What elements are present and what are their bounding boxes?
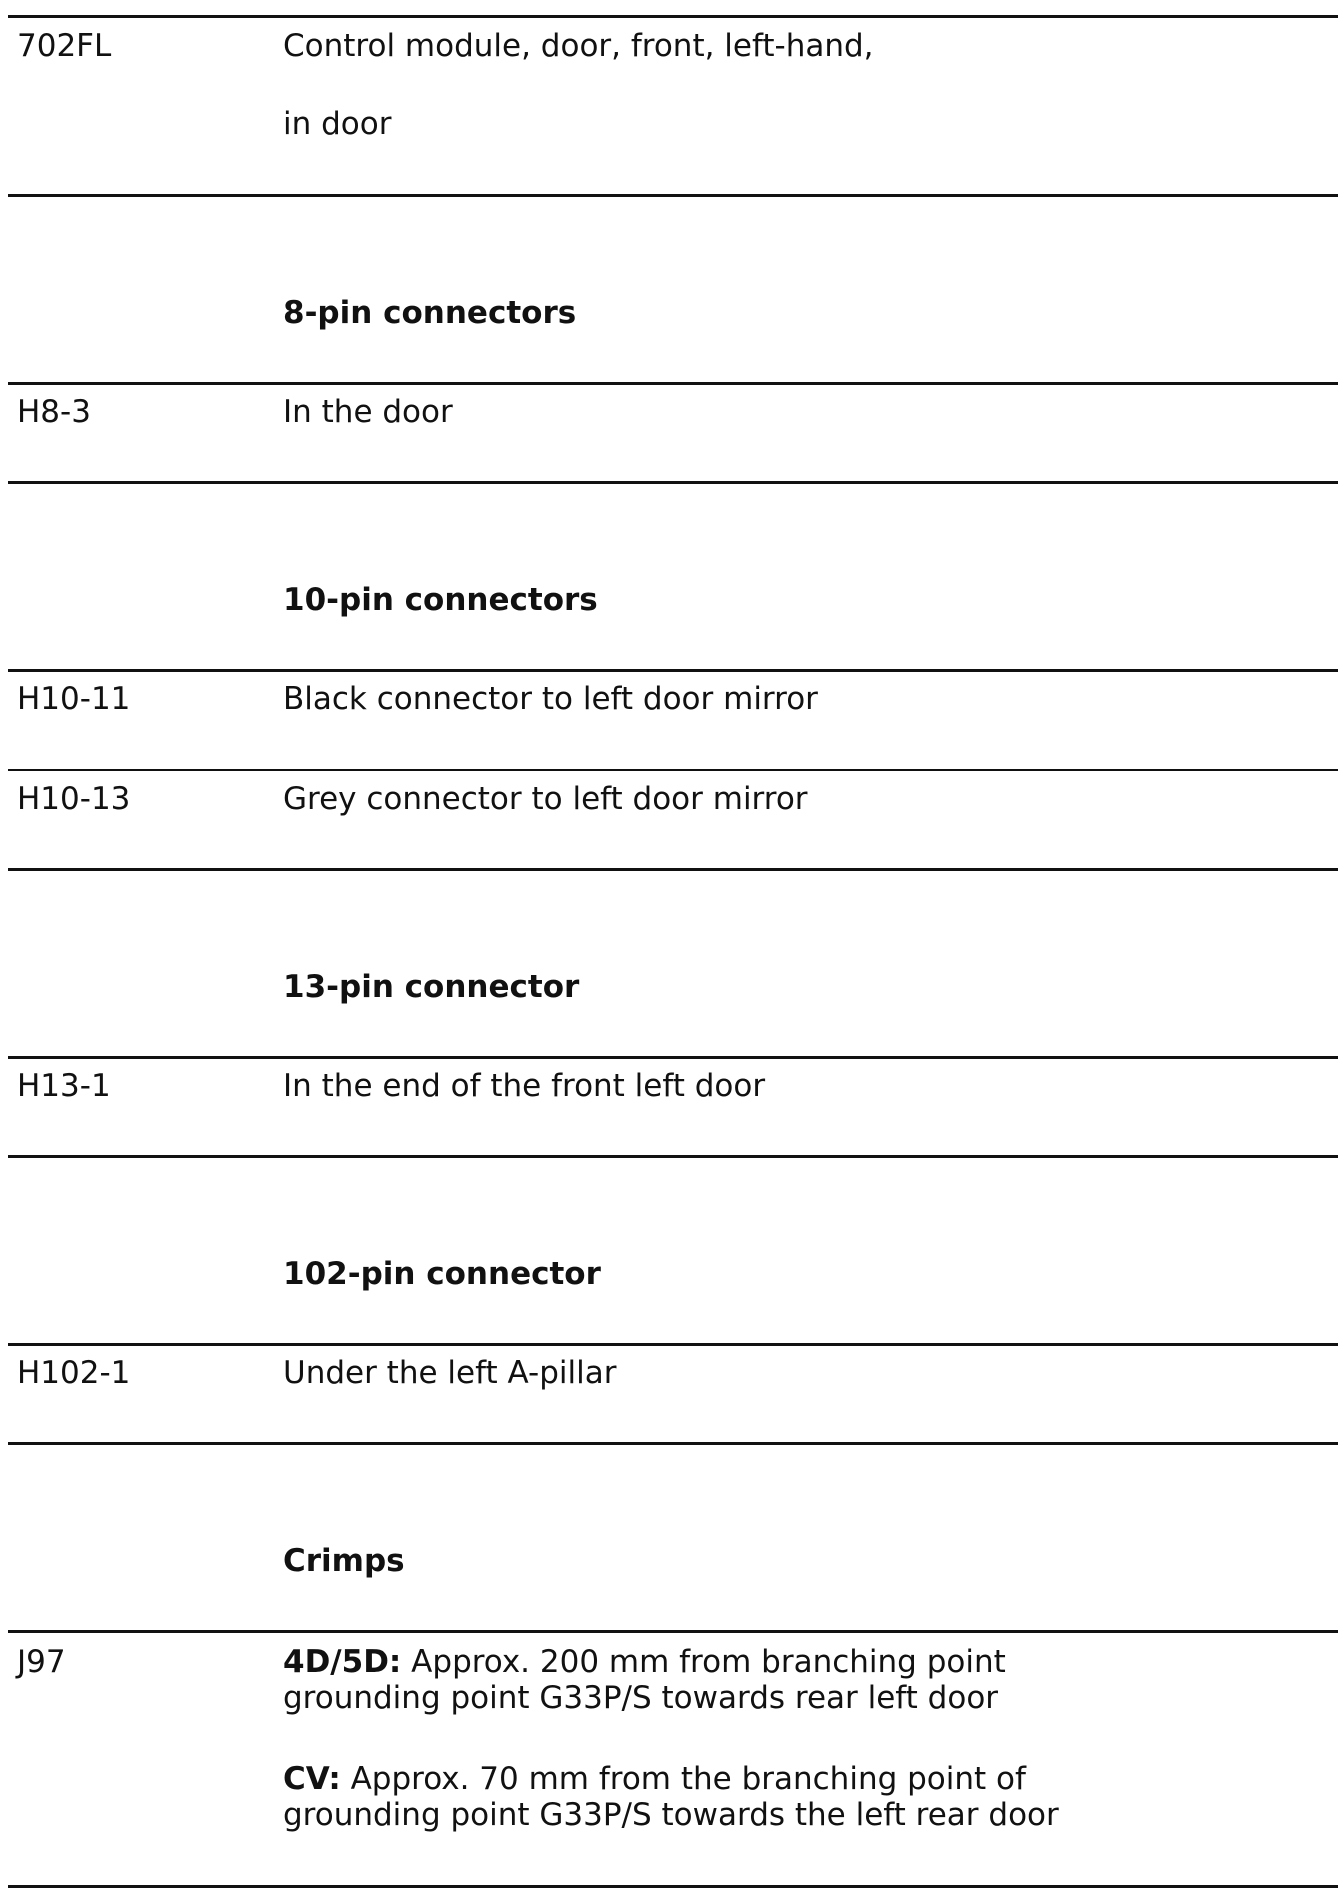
connector-code: H13-1 — [17, 1068, 111, 1104]
section-heading: 102-pin connector — [283, 1256, 601, 1292]
table-rule — [8, 15, 1338, 18]
connector-description: Black connector to left door mirror — [283, 681, 818, 717]
connector-description: Grey connector to left door mirror — [283, 781, 808, 817]
crimp-note-cv — [283, 1761, 1026, 1797]
table-rule — [8, 868, 1338, 871]
table-rule — [8, 1343, 1338, 1346]
table-rule — [8, 382, 1338, 385]
section-heading: 8-pin connectors — [283, 295, 577, 331]
table-rule — [8, 1442, 1338, 1445]
table-rule — [8, 194, 1338, 197]
section-heading: Crimps — [283, 1543, 405, 1579]
crimp-code: J97 — [17, 1644, 66, 1680]
component-description-continued: in door — [283, 106, 392, 142]
connector-code: H10-13 — [17, 781, 131, 817]
crimp-note-label: CV: — [283, 1761, 341, 1797]
table-rule — [8, 1630, 1338, 1633]
connector-description: Under the left A-pillar — [283, 1355, 617, 1391]
connector-description: In the door — [283, 394, 453, 430]
component-description: Control module, door, front, left-hand, — [283, 28, 874, 64]
crimp-note-text: Approx. 200 mm from branching point — [401, 1644, 1006, 1680]
crimp-note-text: Approx. 70 mm from the branching point of — [340, 1761, 1026, 1797]
table-rule — [8, 669, 1338, 672]
crimp-note-4d5d-continued: grounding point G33P/S towards rear left door — [283, 1680, 999, 1716]
connector-code: H10-11 — [17, 681, 131, 717]
table-rule — [8, 481, 1338, 484]
section-heading: 10-pin connectors — [283, 582, 598, 618]
table-rule — [8, 1885, 1338, 1888]
crimp-note-label: 4D/5D: — [283, 1644, 402, 1680]
connector-description: In the end of the front left door — [283, 1068, 766, 1104]
table-rule — [8, 1155, 1338, 1158]
connector-code: H102-1 — [17, 1355, 131, 1391]
crimp-note-cv-continued: grounding point G33P/S towards the left rear door — [283, 1797, 1059, 1833]
section-heading: 13-pin connector — [283, 969, 580, 1005]
component-code: 702FL — [17, 28, 112, 64]
crimp-note-4d5d — [283, 1644, 1006, 1680]
table-rule — [8, 769, 1338, 771]
table-rule — [8, 1056, 1338, 1059]
connector-code: H8-3 — [17, 394, 91, 430]
